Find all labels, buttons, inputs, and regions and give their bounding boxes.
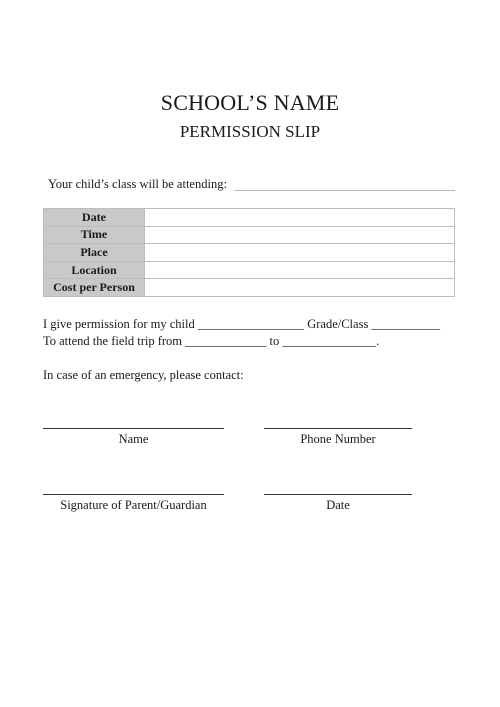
table-row — [44, 279, 455, 297]
trip-details-table — [43, 208, 455, 297]
emergency-text: In case of an emergency, please contact: — [43, 368, 244, 382]
cost-value-field[interactable] — [145, 279, 455, 297]
attending-label: Your child’s class will be attending: — [48, 177, 227, 191]
table-row — [44, 261, 455, 279]
name-signature-line[interactable] — [43, 428, 224, 429]
date-signature-line[interactable] — [264, 494, 412, 495]
page-title: PERMISSION SLIP — [179, 122, 321, 141]
date-label: Date — [326, 498, 350, 512]
location-value-field[interactable] — [145, 261, 455, 279]
phone-signature-line[interactable] — [264, 428, 412, 429]
parent-signature-label: Signature of Parent/Guardian — [60, 498, 207, 512]
phone-number-label: Phone Number — [300, 432, 376, 446]
date-row-label: Date — [44, 209, 145, 227]
location-row-label: Location — [44, 261, 145, 279]
permission-line-1: I give permission for my child _________________ Grade/Class ___________ — [43, 317, 441, 331]
time-row-label: Time — [44, 226, 145, 244]
parent-signature-line[interactable] — [43, 494, 224, 495]
table-row — [44, 226, 455, 244]
table-row — [44, 244, 455, 262]
attending-field[interactable] — [234, 190, 455, 191]
time-value-field[interactable] — [145, 226, 455, 244]
date-value-field[interactable] — [145, 209, 455, 227]
place-value-field[interactable] — [145, 244, 455, 262]
permission-line-2: To attend the field trip from _____________ to _______________. — [43, 334, 380, 348]
place-row-label: Place — [44, 244, 145, 262]
name-label: Name — [118, 432, 149, 446]
table-row — [44, 209, 455, 227]
cost-row-label: Cost per Person — [44, 279, 145, 297]
school-name: SCHOOL’S NAME — [160, 90, 340, 115]
